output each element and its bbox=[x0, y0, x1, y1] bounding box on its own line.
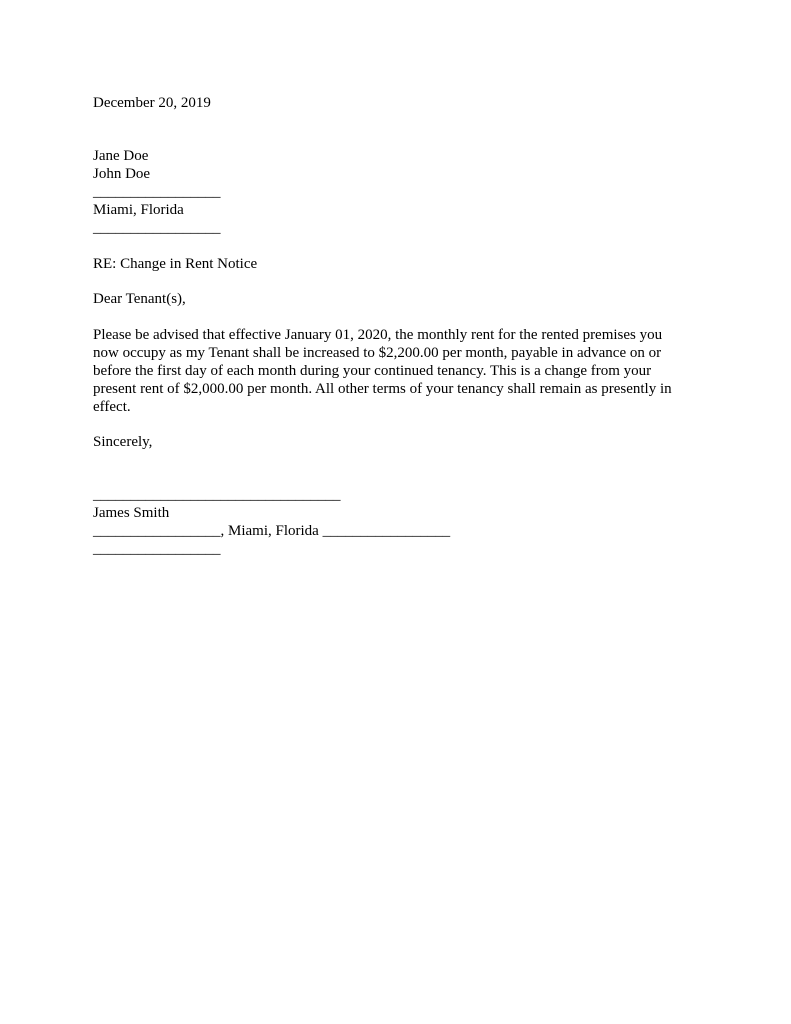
signer-zip-blank: _________________ bbox=[93, 541, 221, 557]
subject-line: RE: Change in Rent Notice bbox=[93, 256, 258, 272]
letter-date: December 20, 2019 bbox=[93, 95, 211, 111]
body-paragraph bbox=[93, 326, 713, 416]
body-line: Please be advised that effective January 01, 2020, the monthly rent for the rented premises you bbox=[93, 327, 663, 343]
recipient-address-blank: _________________ bbox=[93, 184, 221, 200]
recipient-name-1: Jane Doe bbox=[93, 148, 149, 164]
signature-line: _________________________________ bbox=[93, 487, 341, 503]
recipient-city-state: Miami, Florida bbox=[93, 202, 184, 218]
signer-name: James Smith bbox=[93, 505, 170, 521]
signer-address-line: _________________, Miami, Florida _________________ bbox=[93, 523, 451, 539]
closing: Sincerely, bbox=[93, 434, 153, 450]
recipient-zip-blank: _________________ bbox=[93, 220, 221, 236]
body-line: present rent of $2,000.00 per month. All other terms of your tenancy shall remain as presently in bbox=[93, 381, 672, 397]
body-line: now occupy as my Tenant shall be increased to $2,200.00 per month, payable in advance on or bbox=[93, 345, 662, 361]
salutation: Dear Tenant(s), bbox=[93, 291, 186, 307]
body-line: before the first day of each month during your continued tenancy. This is a change from your bbox=[93, 363, 652, 379]
recipient-name-2: John Doe bbox=[93, 166, 151, 182]
body-line: effect. bbox=[93, 399, 131, 415]
